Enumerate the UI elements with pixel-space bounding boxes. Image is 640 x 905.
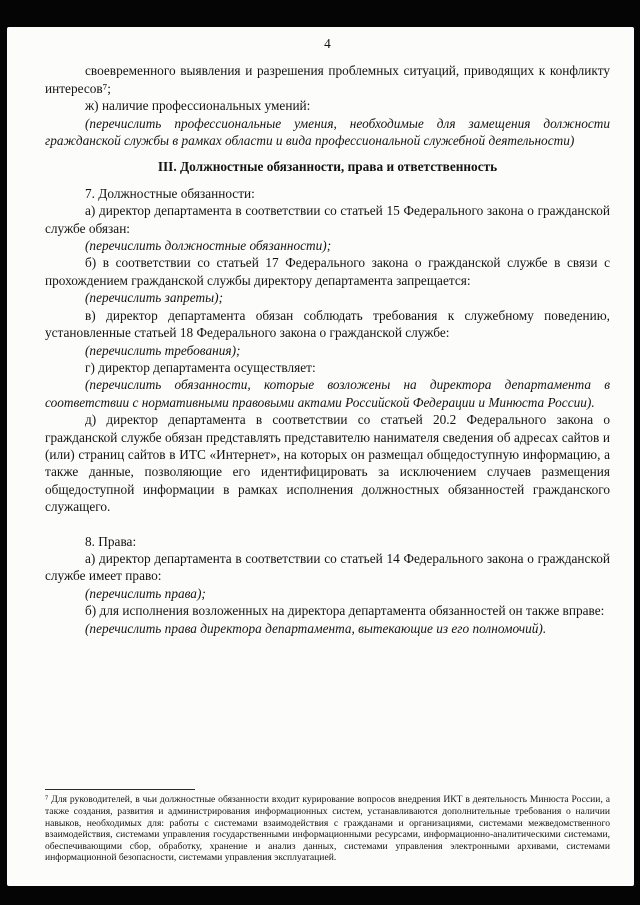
paragraph-note-skills: (перечислить профессиональные умения, необходимые для замещения должности гражданской службы в рамках области и вида профессиональной служебной деятельности) [45, 115, 610, 149]
paragraph-item-a2: а) директор департамента в соответствии со статьей 14 Федерального закона о гражданской службе имеет право: [45, 550, 610, 584]
paragraph-continuation: своевременного выявления и разрешения проблемных ситуаций, приводящих к конфликту интересов⁷; [45, 63, 610, 96]
paragraph-clause-7: 7. Должностные обязанности: [85, 185, 255, 201]
paragraph-note-responsibilities: (перечислить обязанности, которые возложены на директора департамента в соответствии с нормативными правовыми актами Российской Федерации и Минюста России). [45, 377, 610, 410]
paragraph-note-duties: (перечислить должностные обязанности); [85, 238, 332, 254]
paragraph-item-v: в) директор департамента обязан соблюдать требования к служебному поведению, установленные статьей 18 Федерального закона о гражданской службе: [45, 307, 610, 341]
paragraph-item-g: г) директор департамента осуществляет: [85, 359, 316, 375]
paragraph-note-bans: (перечислить запреты); [85, 290, 223, 306]
footnote-block [45, 789, 610, 864]
paragraph-item-a: а) директор департамента в соответствии со статьей 15 Федерального закона о гражданской службе обязан: [45, 203, 610, 236]
paragraph-item-b: б) в соответствии со статьей 17 Федерального закона о гражданской службе в связи с прохождением гражданской службы директору департамента запрещается: [45, 255, 610, 288]
footnote-text: ⁷ Для руководителей, в чьи должностные обязанности входит курирование вопросов внедрения ИКТ в деятельность Минюста России, а также создания, развития и администрирования информационных систем, устанавливаются дополнительные требования о наличии навыков, необходимых для: работы с системами взаимодействия с гражданами и организациями, системами межведомственного взаимодействия, системами управления государственными информационными ресурсами, информационно-аналитическими системами, обеспечивающими сбор, обработку, хранение и анализ данных, системами управления электронными архивами, системами информационной безопасности, системами управления эксплуатацией. [45, 794, 610, 864]
paragraph-note-rights: (перечислить права); [85, 585, 206, 601]
section-heading: III. Должностные обязанности, права и ответственность [157, 159, 498, 175]
footnote-separator [45, 789, 195, 790]
document-page [7, 27, 634, 886]
page-content [7, 27, 634, 637]
paragraph-note-rights-director: (перечислить права директора департамента, вытекающие из его полномочий). [85, 620, 547, 636]
page-number: 4 [324, 36, 331, 51]
paragraph-item-b2: б) для исполнения возложенных на директора департамента обязанностей он также вправе: [85, 603, 605, 619]
paragraph-note-requirements: (перечислить требования); [85, 342, 241, 358]
paragraph-item-zh: ж) наличие профессиональных умений: [85, 98, 311, 114]
paragraph-item-d: д) директор департамента в соответствии со статьей 20.2 Федерального закона о гражданской службе обязан представлять представителю нанимателя сведения об адресах сайтов и (или) страниц сайтов в ИТС «Интернет», на которых он размещал общедоступную информацию, а также данные, позволяющие его идентифицировать за исключением случаев размещения общедоступной информации в рамках исполнения должностных обязанностей гражданского служащего. [45, 412, 610, 515]
paragraph-clause-8: 8. Права: [85, 533, 137, 549]
